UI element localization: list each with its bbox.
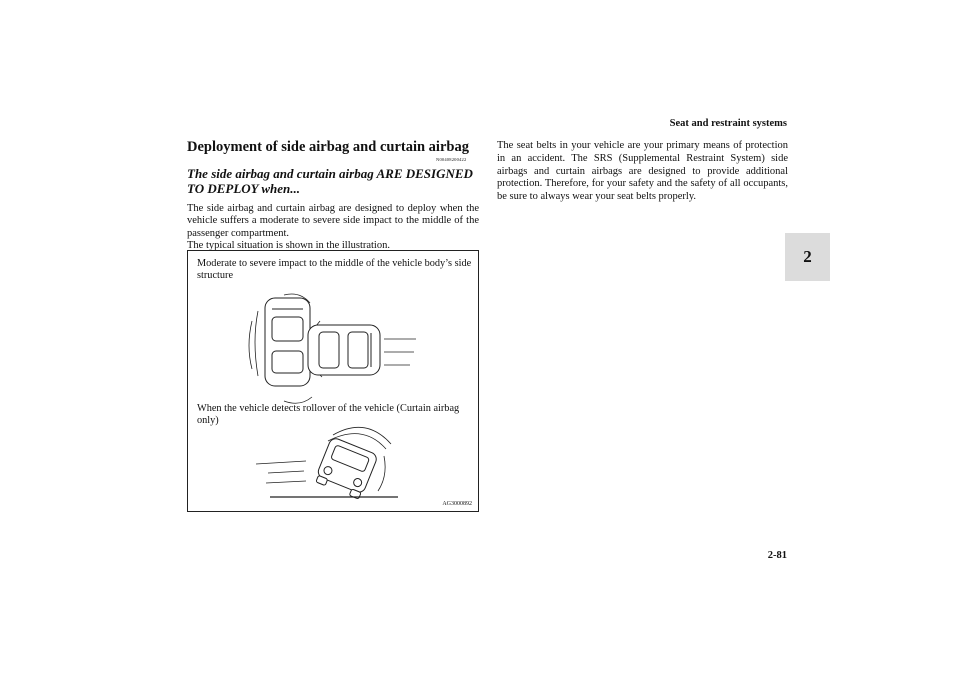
left-body-text — [187, 203, 479, 252]
right-body-text: The seat belts in your vehicle are your primary means of protection in an accident. The SRS (Supplemental Restraint System) side airbags and curtain airbags are designed to provide additional protection. Therefore, for your safety and the safety of all occupants, be sure to always wear your seat belts properly. — [497, 140, 788, 203]
body-paragraph: The typical situation is shown in the illustration. — [187, 239, 390, 251]
body-paragraph: The side airbag and curtain airbag are designed to deploy when the vehicle suffers a moderate to severe side impact to the middle of the passenger compartment. — [187, 203, 479, 239]
illustration-box — [187, 250, 479, 512]
speed-lines — [384, 339, 416, 365]
sub-heading: The side airbag and curtain airbag ARE DESIGNED TO DEPLOY when... — [187, 166, 473, 196]
crash-illustration — [188, 251, 480, 513]
caption-rollover: When the vehicle detects rollover of the vehicle (Curtain airbag only) — [197, 403, 460, 426]
rollover-speed-lines — [256, 461, 306, 483]
running-header: Seat and restraint systems — [669, 118, 787, 129]
rollover-vehicle — [314, 437, 378, 500]
impacting-vehicle — [308, 325, 380, 375]
caption-side-impact: Moderate to severe impact to the middle of the vehicle body’s side structure — [197, 258, 472, 281]
section-heading: Deployment of side airbag and curtain airbag — [187, 139, 469, 155]
chapter-tab: 2 — [785, 233, 830, 281]
figure-code: AG3000892 — [442, 501, 472, 507]
struck-vehicle — [265, 298, 310, 386]
page-number: 2-81 — [767, 550, 787, 561]
reference-code: N00408200422 — [436, 157, 467, 162]
